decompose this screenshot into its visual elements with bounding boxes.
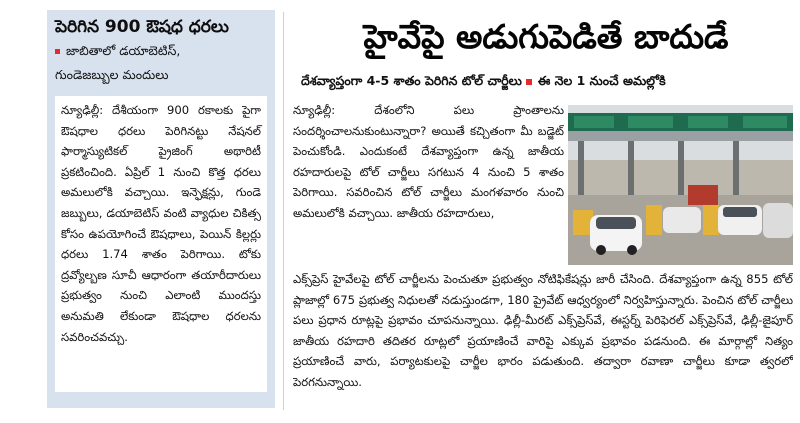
main-subheadline (301, 68, 796, 94)
toll-plaza-photo (568, 105, 793, 265)
bullet-icon (55, 49, 60, 54)
sidebar-subtitle-2: గుండెజబ్బుల మందులు (55, 67, 169, 82)
toll-plaza-illustration (568, 105, 793, 265)
main-story-text-bottom: ఎక్స్‌ప్రెస్‌ హైవేలపై టోల్‌ చార్జీలను పెంచుతూ ప్రభుత్వం నోటిఫికేషన్లు జారీ చేసింది. దేశవ్యాప్తంగా ఉన్న 855 టోల్‌ ప్లాజాల్లో 675 ప్రభుత్వ నిధులతో నడుస్తుండగా, 180 ప్రైవేట్‌ ఆధ్వర్యంలో నిర్వహిస్తున్నారు. పెంచిన టోల్‌ చార్జీలు పలు ప్రధాన రూట్లపై ప్రభావం చూపనున్నాయి. ఢిల్లీ-మీరట్‌ ఎక్స్‌ప్రెస్‌వే, ఈస్టర్న్‌ పెరిఫెరల్‌ ఎక్స్‌ప్రెస్‌వే, ఢిల్లీ-జైపూర్‌ జాతీయ రహదారి తదితర రూట్లలో ప్రయాణించే వారిపై ఎక్కువ ప్రభావం పడనుంది. ఈ మార్గాల్లో నిత్యం ప్రయాణించే వారు, పర్యాటకులపై చార్జీల భారం పడుతుంది. తద్వారా రవాణా చార్జీలు కూడా త్వరలో పెరగనున్నాయి. (293, 272, 793, 389)
main-story-text-top: న్యూఢిల్లీ: దేశంలోని పలు ప్రాంతాలను సందర్శించాలనుకుంటున్నారా? అయితే కచ్చితంగా మీ బడ్జెట్‌ పెంచుకోండి. ఎందుకంటే దేశవ్యాప్తంగా ఉన్న జాతీయ రహదారులపై టోల్‌ చార్జీలు సగటున 4 నుంచి 5 శాతం పెరిగాయి. సవరించిన టోల్‌ చార్జీలు మంగళవారం నుంచి అమలులోకి వచ్చాయి. జాతీయ రహదారులు, (293, 103, 564, 220)
main-story (293, 10, 798, 410)
bullet-icon (526, 79, 532, 85)
main-headline: హైవేపై అడుగుపెడితే బాదుడే (363, 17, 729, 56)
subheadline-2: ఈ నెల 1 నుంచే అమల్లోకి (537, 73, 666, 88)
sidebar-title: పెరిగిన 900 ఔషధ ధరలు (55, 17, 229, 37)
subheadline-1: దేశవ్యాప్తంగా 4-5 శాతం పెరిగిన టోల్‌ చార్జీలు (301, 73, 522, 88)
sidebar-story (47, 10, 275, 408)
column-divider (283, 12, 284, 410)
sidebar-header (47, 10, 275, 90)
sidebar-subtitle-1 (55, 40, 267, 62)
sidebar-subtitle-1-text: జాబితాలో డయాబెటిస్‌, (66, 43, 181, 58)
sidebar-body-text: న్యూఢిల్లీ: దేశీయంగా 900 రకాలకు పైగా ఔషధాల ధరలు పెరిగినట్టు నేషనల్‌ ఫార్మాస్యుటికల్‌ ప్రైజింగ్‌ అథారిటీ ప్రకటించింది. ఏప్రిల్‌ 1 నుంచి కొత్త ధరలు అమలులోకి వచ్చాయి. ఇన్ఫెక్షన్లు, గుండె జబ్బులు, డయాబెటిస్‌ వంటి వ్యాధుల చికిత్స కోసం ఉపయోగించే ఔషధాలు, పెయిన్‌ కిల్లర్లు ధరలు 1.74 శాతం పెరిగాయి. టోకు ద్రవ్యోల్బణ సూచీ ఆధారంగా తయారీదారులు ప్రభుత్వం నుంచి ఎలాంటి ముందస్తు అనుమతి లేకుండా ఔషధాల ధరలను సవరించవచ్చు. (55, 96, 267, 392)
